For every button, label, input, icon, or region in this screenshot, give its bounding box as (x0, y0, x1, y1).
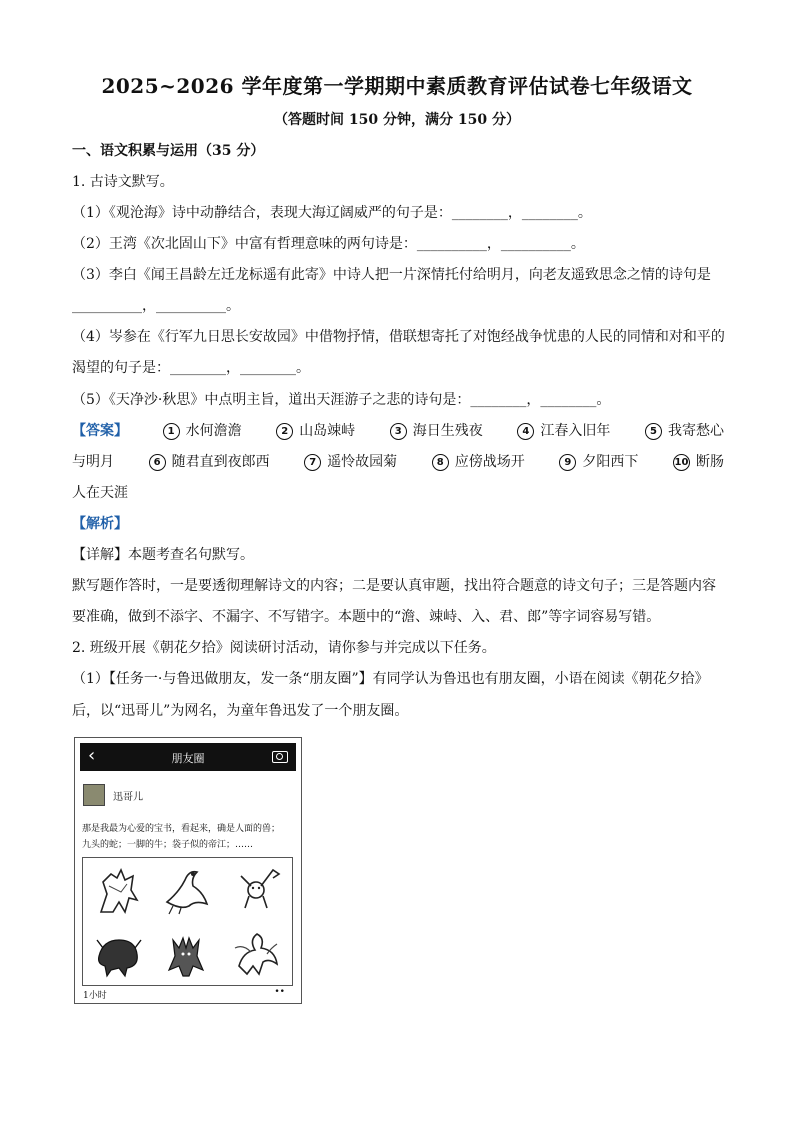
moments-screenshot (74, 737, 302, 1004)
answer-label: 【答案】 (72, 423, 128, 439)
ellipsis-icon[interactable]: •• (274, 987, 285, 997)
detail-line (72, 545, 254, 565)
answer-number: 10 (673, 454, 690, 471)
answer-number: 7 (304, 454, 321, 471)
section-heading: 一、语文积累与运用（35 分） (72, 143, 265, 159)
question-2-task-1: （1）【任务一·与鲁迅做朋友，发一条“朋友圈”】有同学认为鲁迅也有朋友圈，小语在阅读《朝花夕拾》 (72, 671, 709, 687)
answer-number: 5 (645, 423, 662, 440)
answer-number: 8 (432, 454, 449, 471)
moments-title: 朋友圈 (171, 752, 205, 765)
answer-row-1 (72, 421, 724, 441)
answer-number: 3 (390, 423, 407, 440)
question-2-task-1-cont: 后，以“迅哥儿”为网名，为童年鲁迅发了一个朋友圈。 (72, 703, 409, 719)
answer-item: 3 海日生残夜 (390, 421, 483, 441)
question-1-item-3-cont: __________，__________。 (72, 298, 240, 314)
answer-number: 1 (163, 423, 180, 440)
explanation-line-2: 要准确，做到不添字、不漏字、不写错字。本题中的“澹、竦峙、入、君、郎”等字词容易写错。 (72, 609, 661, 625)
question-1-item-1: （1）《观沧海》诗中动静结合，表现大海辽阔威严的句子是：________，________。 (72, 205, 592, 221)
answer-item: 8 应傍战场开 (432, 452, 525, 472)
answer-item: 7 遥怜故园菊 (304, 452, 397, 472)
page-subtitle: （答题时间 150 分钟，满分 150 分） (274, 112, 520, 128)
answer-item: 10 断肠 (674, 454, 724, 470)
explanation-line-1: 默写题作答时，一是要透彻理解诗文的内容；二是要认真审题，找出符合题意的诗文句子；三是答题内容 (72, 578, 716, 594)
answer-item: 4 江春入旧年 (517, 421, 610, 441)
camera-icon (272, 751, 288, 763)
mythical-beast-image (159, 862, 213, 916)
question-1-stem: 1. 古诗文默写。 (72, 174, 174, 190)
avatar (83, 784, 105, 806)
answer-row-2 (72, 452, 724, 472)
answer-number: 4 (517, 423, 534, 440)
question-2-stem: 2. 班级开展《朝花夕拾》阅读研讨活动，请你参与并完成以下任务。 (72, 640, 496, 656)
question-1-item-4-cont: 渴望的句子是：________，________。 (72, 360, 310, 376)
question-1-item-5: （5）《天净沙·秋思》中点明主旨，道出天涯游子之悲的诗句是：________，________。 (72, 392, 611, 408)
mythical-beast-image (229, 926, 283, 980)
username: 迅哥儿 (113, 792, 143, 803)
answer-number: 9 (559, 454, 576, 471)
question-1-item-2: （2）王湾《次北固山下》中富有哲理意味的两句诗是：__________，__________。 (72, 236, 585, 252)
post-text-line-2: 九头的蛇；一脚的牛；袋子似的帝江；…… (82, 840, 254, 850)
answer-item: 6 随君直到夜郎西 (149, 452, 270, 472)
detail-text: 本题考查名句默写。 (128, 547, 254, 563)
mythical-beast-image (229, 862, 283, 916)
question-1-item-4: （4）岑参在《行军九日思长安故园》中借物抒情，借联想寄托了对饱经战争忧患的人民的同情和对和平的 (72, 329, 725, 345)
page-title: 2025~2026 学年度第一学期期中素质教育评估试卷七年级语文 (101, 74, 693, 98)
answer-item: 1 水何澹澹 (163, 421, 242, 441)
answer-item-cont: 与明月 (72, 454, 114, 470)
post-image-grid (82, 857, 293, 986)
answer-number: 6 (149, 454, 166, 471)
answer-row-3: 人在天涯 (72, 485, 128, 501)
moments-header (80, 743, 296, 771)
post-time: 1小时 (83, 991, 107, 1001)
answer-item: 2 山岛竦峙 (276, 421, 355, 441)
answer-item: 9 夕阳西下 (559, 452, 638, 472)
answer-number: 2 (276, 423, 293, 440)
answer-item: 5 我寄愁心 (645, 421, 724, 441)
analysis-label: 【解析】 (72, 516, 128, 532)
question-1-item-3: （3）李白《闻王昌龄左迁龙标遥有此寄》中诗人把一片深情托付给明月，向老友遥致思念之情的诗句是 (72, 267, 711, 283)
chevron-left-icon: ‹ (88, 745, 96, 766)
mythical-beast-image (91, 864, 145, 918)
mythical-beast-image (91, 926, 145, 980)
post-text-line-1: 那是我最为心爱的宝书，看起来，确是人面的兽； (82, 824, 281, 834)
detail-label: 【详解】 (72, 547, 128, 563)
mythical-beast-image (159, 926, 213, 980)
